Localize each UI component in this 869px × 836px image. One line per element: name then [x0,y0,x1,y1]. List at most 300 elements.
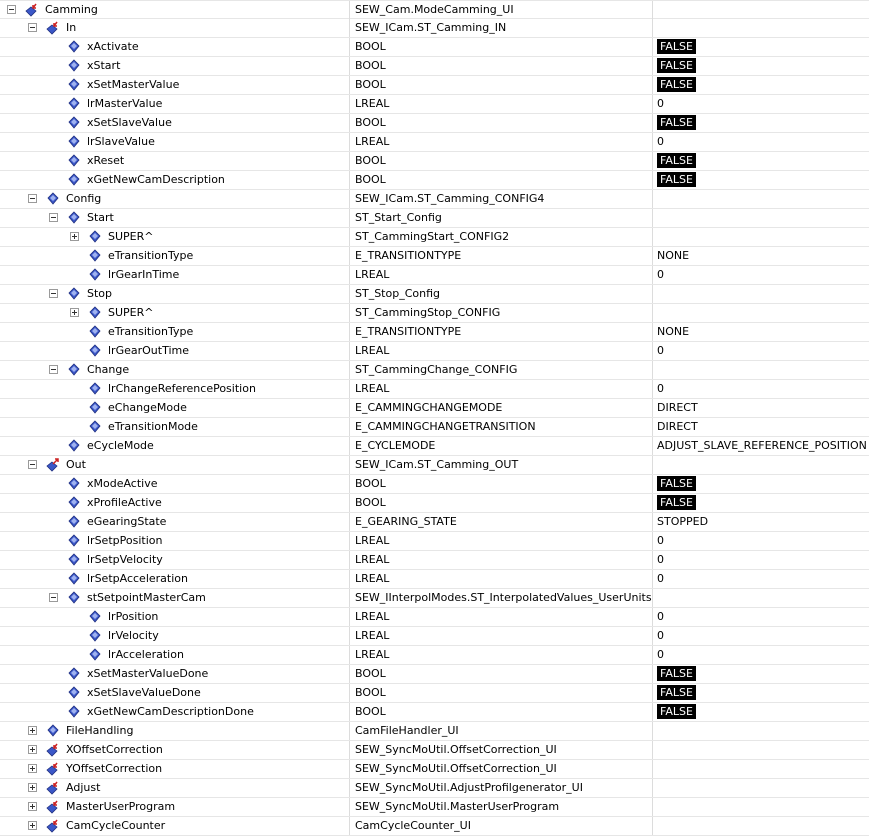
expression-label: lrVelocity [108,629,159,642]
expression-cell[interactable] [0,513,350,531]
variable-icon [88,268,102,282]
value-cell[interactable] [653,1,869,19]
value-cell[interactable] [653,418,869,436]
value-cell[interactable] [653,323,869,341]
variable-icon [67,667,81,681]
value-cell[interactable] [653,171,869,189]
value-cell[interactable] [653,342,869,360]
tree-row[interactable] [0,608,869,627]
expression-label: xReset [87,154,125,167]
tree-row[interactable] [0,171,869,190]
tree-row[interactable] [0,589,869,608]
type-cell: SEW_ICam.ST_Camming_OUT [350,456,653,474]
collapse-toggle-icon[interactable] [49,289,58,298]
expression-cell[interactable] [0,608,350,626]
value-cell[interactable] [653,190,869,208]
tree-row[interactable] [0,114,869,133]
expression-cell[interactable] [0,190,350,208]
variable-icon [67,705,81,719]
tree-row[interactable] [0,646,869,665]
expression-cell[interactable] [0,646,350,664]
value-cell[interactable] [653,760,869,778]
value-cell[interactable] [653,646,869,664]
tree-row[interactable] [0,437,869,456]
tree-row[interactable] [0,19,869,38]
variable-icon [67,211,81,225]
tree-row[interactable] [0,57,869,76]
expand-toggle-icon[interactable] [28,802,37,811]
value-cell[interactable] [653,570,869,588]
variable-icon [46,724,60,738]
tree-row[interactable] [0,0,869,19]
expand-toggle-icon[interactable] [28,783,37,792]
variable-icon [67,515,81,529]
type-cell: E_CAMMINGCHANGETRANSITION [350,418,653,436]
expression-cell[interactable] [0,494,350,512]
expression-cell[interactable] [0,437,350,455]
expression-cell[interactable] [0,798,350,816]
type-cell: LREAL [350,342,653,360]
value-cell[interactable] [653,551,869,569]
expression-label: In [66,21,77,34]
tree-row[interactable] [0,399,869,418]
value-text: 0 [657,135,664,148]
bool-value-badge: FALSE [657,685,696,700]
type-cell: SEW_SyncMoUtil.OffsetCorrection_UI [350,741,653,759]
struct-arrow-icon [25,3,39,17]
value-cell[interactable] [653,513,869,531]
tree-row[interactable] [0,627,869,646]
value-cell[interactable] [653,741,869,759]
type-cell: E_CYCLEMODE [350,437,653,455]
tree-row[interactable] [0,190,869,209]
variable-icon [67,154,81,168]
variable-icon [88,230,102,244]
expression-label: xSetMasterValue [87,78,180,91]
tree-row[interactable] [0,228,869,247]
struct-arrow-icon [46,743,60,757]
type-cell: BOOL [350,76,653,94]
collapse-toggle-icon[interactable] [28,194,37,203]
type-cell: BOOL [350,475,653,493]
variable-icon [67,363,81,377]
struct-out-icon [46,458,60,472]
expression-label: eTransitionMode [108,420,198,433]
collapse-toggle-icon[interactable] [49,365,58,374]
type-cell: LREAL [350,380,653,398]
value-cell[interactable] [653,76,869,94]
struct-arrow-icon [46,781,60,795]
expression-cell[interactable] [0,171,350,189]
expression-label: Start [87,211,114,224]
tree-row[interactable] [0,361,869,380]
tree-row[interactable] [0,817,869,836]
bool-value-badge: FALSE [657,39,696,54]
collapse-toggle-icon[interactable] [7,5,16,14]
tree-row[interactable] [0,323,869,342]
expression-cell[interactable] [0,361,350,379]
value-cell[interactable] [653,589,869,607]
expression-label: xActivate [87,40,139,53]
expression-label: xSetSlaveValue [87,116,172,129]
variable-icon [67,591,81,605]
type-cell: E_TRANSITIONTYPE [350,323,653,341]
value-cell[interactable] [653,209,869,227]
bool-value-badge: FALSE [657,153,696,168]
expression-label: lrSetpVelocity [87,553,163,566]
variable-icon [88,344,102,358]
bool-value-badge: FALSE [657,58,696,73]
expression-cell[interactable] [0,456,350,474]
tree-row[interactable] [0,418,869,437]
value-cell[interactable] [653,703,869,721]
expression-cell[interactable] [0,152,350,170]
collapse-toggle-icon[interactable] [28,460,37,469]
variable-icon [88,325,102,339]
bool-value-badge: FALSE [657,172,696,187]
bool-value-badge: FALSE [657,704,696,719]
tree-row[interactable] [0,703,869,722]
type-cell: BOOL [350,665,653,683]
expression-cell[interactable] [0,95,350,113]
type-cell: BOOL [350,152,653,170]
variable-icon [67,97,81,111]
collapse-toggle-icon[interactable] [49,593,58,602]
value-cell[interactable] [653,247,869,265]
expression-cell[interactable] [0,342,350,360]
value-text: 0 [657,534,664,547]
struct-arrow-icon [46,819,60,833]
value-text: NONE [657,249,690,262]
variable-icon [67,477,81,491]
value-text: 0 [657,382,664,395]
expression-cell[interactable] [0,323,350,341]
expression-cell[interactable] [0,665,350,683]
expression-cell[interactable] [0,722,350,740]
tree-row[interactable] [0,285,869,304]
value-cell[interactable] [653,304,869,322]
variable-icon [88,610,102,624]
expression-cell[interactable] [0,114,350,132]
expression-cell[interactable] [0,703,350,721]
tree-row[interactable] [0,304,869,323]
expression-label: MasterUserProgram [66,800,176,813]
tree-row[interactable] [0,456,869,475]
value-cell[interactable] [653,475,869,493]
expression-label: eCycleMode [87,439,154,452]
expression-label: xGetNewCamDescription [87,173,225,186]
type-cell: LREAL [350,608,653,626]
type-cell: LREAL [350,551,653,569]
value-cell[interactable] [653,95,869,113]
expression-label: eChangeMode [108,401,187,414]
value-cell[interactable] [653,817,869,835]
expression-cell[interactable] [0,741,350,759]
tree-row[interactable] [0,247,869,266]
value-text: ADJUST_SLAVE_REFERENCE_POSITION [657,439,867,452]
type-cell: SEW_Cam.ModeCamming_UI [350,1,653,19]
struct-arrow-icon [46,21,60,35]
type-cell: CamFileHandler_UI [350,722,653,740]
expression-cell[interactable] [0,475,350,493]
type-cell: BOOL [350,703,653,721]
value-cell[interactable] [653,722,869,740]
expand-toggle-icon[interactable] [28,821,37,830]
type-cell: SEW_ICam.ST_Camming_IN [350,19,653,37]
tree-row[interactable] [0,342,869,361]
type-cell: BOOL [350,114,653,132]
value-cell[interactable] [653,133,869,151]
value-cell[interactable] [653,798,869,816]
variable-icon [67,439,81,453]
value-cell[interactable] [653,494,869,512]
type-cell: ST_Start_Config [350,209,653,227]
expression-cell[interactable] [0,760,350,778]
expression-label: xProfileActive [87,496,162,509]
expression-label: lrAcceleration [108,648,184,661]
expression-cell[interactable] [0,418,350,436]
value-text: 0 [657,572,664,585]
value-text: NONE [657,325,690,338]
type-cell: E_CAMMINGCHANGEMODE [350,399,653,417]
type-cell: BOOL [350,57,653,75]
expression-label: SUPER^ [108,306,154,319]
value-cell[interactable] [653,38,869,56]
expression-cell[interactable] [0,570,350,588]
bool-value-badge: FALSE [657,476,696,491]
tree-row[interactable] [0,779,869,798]
expression-label: Stop [87,287,113,300]
expression-label: FileHandling [66,724,134,737]
type-cell: SEW_SyncMoUtil.OffsetCorrection_UI [350,760,653,778]
value-cell[interactable] [653,152,869,170]
expression-cell[interactable] [0,266,350,284]
tree-row[interactable] [0,551,869,570]
expand-toggle-icon[interactable] [70,232,79,241]
struct-arrow-icon [46,762,60,776]
type-cell: CamCycleCounter_UI [350,817,653,835]
expression-label: xModeActive [87,477,158,490]
type-cell: LREAL [350,627,653,645]
value-cell[interactable] [653,779,869,797]
expression-cell[interactable] [0,228,350,246]
variable-icon [88,420,102,434]
expression-label: xSetMasterValueDone [87,667,209,680]
variable-icon [67,534,81,548]
value-cell[interactable] [653,266,869,284]
type-cell: LREAL [350,570,653,588]
tree-row[interactable] [0,684,869,703]
value-text: 0 [657,629,664,642]
collapse-toggle-icon[interactable] [49,213,58,222]
type-cell: SEW_SyncMoUtil.AdjustProfilgenerator_UI [350,779,653,797]
type-cell: LREAL [350,532,653,550]
value-cell[interactable] [653,114,869,132]
expression-cell[interactable] [0,627,350,645]
type-cell: SEW_SyncMoUtil.MasterUserProgram [350,798,653,816]
value-cell[interactable] [653,456,869,474]
variable-icon [88,648,102,662]
variable-icon [67,572,81,586]
bool-value-badge: FALSE [657,495,696,510]
expression-cell[interactable] [0,209,350,227]
variable-icon [67,173,81,187]
expression-label: Config [66,192,102,205]
expression-label: Camming [45,3,98,16]
tree-row[interactable] [0,95,869,114]
value-cell[interactable] [653,228,869,246]
value-cell[interactable] [653,361,869,379]
expression-label: lrSetpPosition [87,534,163,547]
struct-arrow-icon [46,800,60,814]
expression-cell[interactable] [0,551,350,569]
tree-row[interactable] [0,722,869,741]
tree-row[interactable] [0,475,869,494]
value-text: 0 [657,344,664,357]
expression-cell[interactable] [0,532,350,550]
type-cell: BOOL [350,494,653,512]
variable-icon [88,401,102,415]
expression-label: xSetSlaveValueDone [87,686,201,699]
type-cell: SEW_ICam.ST_Camming_CONFIG4 [350,190,653,208]
variable-icon [46,192,60,206]
value-text: 0 [657,610,664,623]
expression-cell[interactable] [0,817,350,835]
value-cell[interactable] [653,57,869,75]
expression-label: eTransitionType [108,325,194,338]
tree-row[interactable] [0,570,869,589]
expression-cell[interactable] [0,589,350,607]
type-cell: BOOL [350,38,653,56]
tree-row[interactable] [0,494,869,513]
value-cell[interactable] [653,19,869,37]
value-cell[interactable] [653,380,869,398]
type-cell: ST_CammingStart_CONFIG2 [350,228,653,246]
expand-toggle-icon[interactable] [28,726,37,735]
tree-row[interactable] [0,76,869,95]
tree-row[interactable] [0,513,869,532]
expression-label: XOffsetCorrection [66,743,163,756]
tree-row[interactable] [0,741,869,760]
tree-row[interactable] [0,133,869,152]
value-cell[interactable] [653,608,869,626]
value-text: 0 [657,553,664,566]
expression-label: lrSlaveValue [87,135,155,148]
variable-icon [88,382,102,396]
value-cell[interactable] [653,437,869,455]
value-text: DIRECT [657,420,698,433]
value-cell[interactable] [653,399,869,417]
variable-icon [67,553,81,567]
expand-toggle-icon[interactable] [28,764,37,773]
expression-label: lrGearOutTime [108,344,189,357]
expression-label: SUPER^ [108,230,154,243]
tree-row[interactable] [0,532,869,551]
type-cell: ST_CammingStop_CONFIG [350,304,653,322]
expression-label: lrGearInTime [108,268,180,281]
expression-cell[interactable] [0,19,350,37]
variable-icon [88,249,102,263]
value-cell[interactable] [653,684,869,702]
type-cell: E_GEARING_STATE [350,513,653,531]
expression-label: Out [66,458,86,471]
expression-cell[interactable] [0,1,350,19]
bool-value-badge: FALSE [657,77,696,92]
type-cell: E_TRANSITIONTYPE [350,247,653,265]
expression-cell[interactable] [0,779,350,797]
expression-label: lrChangeReferencePosition [108,382,256,395]
variable-icon [67,40,81,54]
expression-label: lrPosition [108,610,159,623]
value-cell[interactable] [653,285,869,303]
value-text: STOPPED [657,515,709,528]
type-cell: LREAL [350,646,653,664]
bool-value-badge: FALSE [657,666,696,681]
type-cell: BOOL [350,171,653,189]
expression-cell[interactable] [0,304,350,322]
expression-cell[interactable] [0,285,350,303]
value-cell[interactable] [653,665,869,683]
type-cell: BOOL [350,684,653,702]
expand-toggle-icon[interactable] [70,308,79,317]
variable-icon [88,629,102,643]
variable-icon [67,59,81,73]
variable-icon [88,306,102,320]
type-cell: SEW_IInterpolModes.ST_InterpolatedValues_UserUnits [350,589,653,607]
expression-cell[interactable] [0,76,350,94]
value-text: 0 [657,648,664,661]
tree-row[interactable] [0,152,869,171]
tree-row[interactable] [0,209,869,228]
expression-cell[interactable] [0,133,350,151]
expression-label: YOffsetCorrection [66,762,163,775]
tree-row[interactable] [0,38,869,57]
expand-toggle-icon[interactable] [28,745,37,754]
variable-icon [67,686,81,700]
expression-label: stSetpointMasterCam [87,591,206,604]
expression-label: Change [87,363,130,376]
expression-label: lrSetpAcceleration [87,572,188,585]
value-text: DIRECT [657,401,698,414]
expression-label: CamCycleCounter [66,819,166,832]
expression-label: eGearingState [87,515,167,528]
type-cell: LREAL [350,266,653,284]
expression-cell[interactable] [0,38,350,56]
tree-row[interactable] [0,665,869,684]
expression-label: eTransitionType [108,249,194,262]
value-cell[interactable] [653,627,869,645]
expression-cell[interactable] [0,57,350,75]
collapse-toggle-icon[interactable] [28,23,37,32]
variable-icon [67,116,81,130]
tree-row[interactable] [0,760,869,779]
tree-row[interactable] [0,266,869,285]
tree-row[interactable] [0,798,869,817]
expression-cell[interactable] [0,247,350,265]
type-cell: ST_Stop_Config [350,285,653,303]
variable-icon [67,78,81,92]
expression-cell[interactable] [0,380,350,398]
type-cell: LREAL [350,133,653,151]
type-cell: ST_CammingChange_CONFIG [350,361,653,379]
tree-row[interactable] [0,380,869,399]
variable-icon [67,287,81,301]
expression-label: xStart [87,59,121,72]
expression-label: lrMasterValue [87,97,163,110]
expression-cell[interactable] [0,684,350,702]
expression-cell[interactable] [0,399,350,417]
value-cell[interactable] [653,532,869,550]
